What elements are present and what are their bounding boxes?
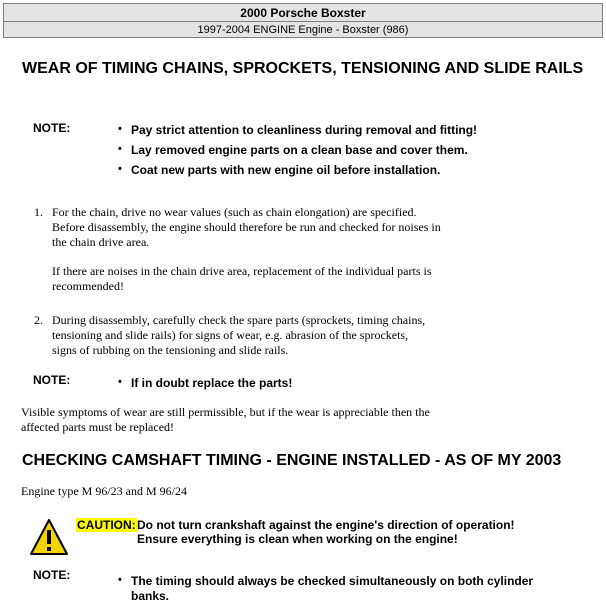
section-heading-camshaft: CHECKING CAMSHAFT TIMING - ENGINE INSTALLED - AS OF MY 2003 bbox=[22, 452, 562, 469]
vehicle-title: 2000 Porsche Boxster bbox=[3, 3, 603, 22]
step-line: During disassembly, carefully check the spare parts (sprockets, timing chains, bbox=[52, 313, 426, 327]
note-label: NOTE: bbox=[33, 121, 71, 135]
paragraph-line: affected parts must be replaced! bbox=[21, 420, 175, 434]
step-line: the chain drive area. bbox=[52, 235, 150, 249]
step-number: 2. bbox=[34, 313, 43, 327]
step-line: For the chain, drive no wear values (such as chain elongation) are specified. bbox=[52, 205, 417, 219]
note-item: • Lay removed engine parts on a clean base and cover them. bbox=[131, 143, 468, 157]
note-item: • Coat new parts with new engine oil before installation. bbox=[131, 163, 440, 177]
note-item: • The timing should always be checked simultaneously on both cylinder bbox=[131, 574, 533, 588]
step-line: tensioning and slide rails) for signs of wear, e.g. abrasion of the sprockets, bbox=[52, 328, 409, 342]
caution-label: CAUTION: bbox=[77, 518, 136, 532]
section-heading-wear: WEAR OF TIMING CHAINS, SPROCKETS, TENSIONING AND SLIDE RAILS bbox=[22, 60, 584, 77]
note-item-continuation: banks. bbox=[131, 589, 170, 603]
note-label: NOTE: bbox=[33, 373, 71, 387]
note-item: • If in doubt replace the parts! bbox=[131, 376, 292, 390]
step-number: 1. bbox=[34, 205, 43, 219]
step-note-line: If there are noises in the chain drive area, replacement of the individual parts is bbox=[52, 264, 432, 278]
engine-type-text: Engine type M 96/23 and M 96/24 bbox=[21, 484, 187, 498]
section-subtitle: 1997-2004 ENGINE Engine - Boxster (986) bbox=[3, 21, 603, 38]
warning-triangle-icon bbox=[29, 517, 69, 557]
step-note-line: recommended! bbox=[52, 279, 124, 293]
note-label: NOTE: bbox=[33, 568, 71, 582]
step-line: signs of rubbing on the tensioning and slide rails. bbox=[52, 343, 289, 357]
caution-line: Ensure everything is clean when working on the engine! bbox=[137, 532, 458, 546]
note-item: • Pay strict attention to cleanliness during removal and fitting! bbox=[131, 123, 477, 137]
caution-line: Do not turn crankshaft against the engine's direction of operation! bbox=[137, 518, 515, 532]
step-line: Before disassembly, the engine should therefore be run and checked for noises in bbox=[52, 220, 441, 234]
paragraph-line: Visible symptoms of wear are still permissible, but if the wear is appreciable then the bbox=[21, 405, 430, 419]
